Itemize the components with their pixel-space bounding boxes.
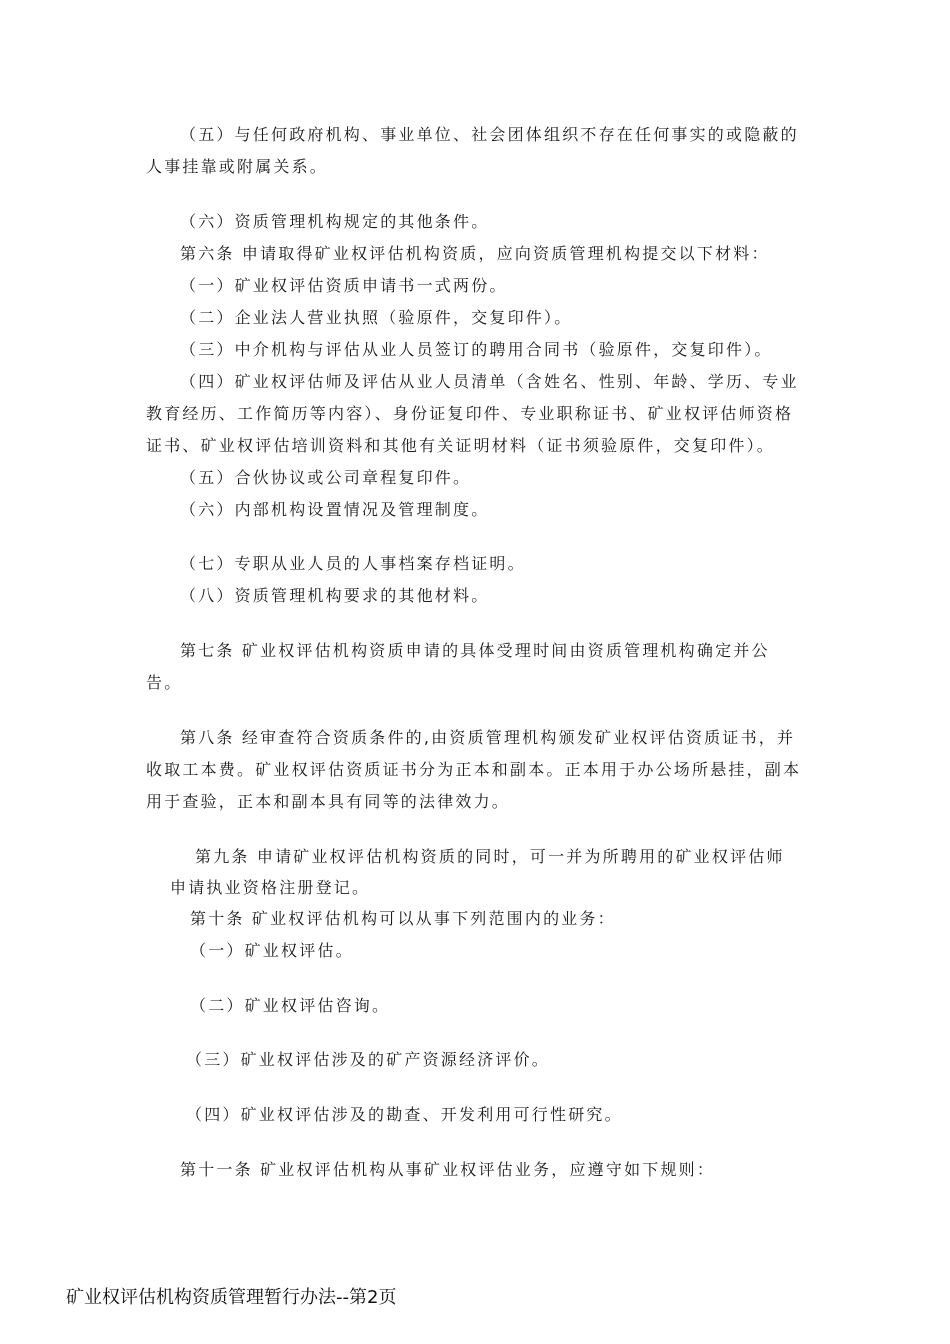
text-line: 第十一条 矿业权评估机构从事矿业权评估业务，应遵守如下规则： [180,1160,716,1179]
text-line: 第八条 经审查符合资质条件的,由资质管理机构颁发矿业权评估资质证书，并 [180,728,796,747]
text-line: 教育经历、工作简历等内容）、身份证复印件、专业职称证书、矿业权评估师资格 [146,404,794,423]
text-line: （三）中介机构与评估从业人员签订的聘用合同书（验原件，交复印件）。 [180,340,773,359]
text-line: 第六条 申请取得矿业权评估机构资质，应向资质管理机构提交以下材料： [180,244,770,263]
page-footer: 矿业权评估机构资质管理暂行办法--第2页 [66,1287,397,1308]
text-line: 第七条 矿业权评估机构资质申请的具体受理时间由资质管理机构确定并公 [180,641,770,660]
text-line: 收取工本费。矿业权评估资质证书分为正本和副本。正本用于办公场所悬挂，副本 [146,760,802,779]
text-line: （一）矿业权评估资质申请书一式两份。 [180,276,508,295]
text-line: （五）与任何政府机构、事业单位、社会团体组织不存在任何事实的或隐蔽的 [180,125,799,144]
text-line: （六）资质管理机构规定的其他条件。 [180,212,490,231]
text-line: （四）矿业权评估师及评估从业人员清单（含姓名、性别、年龄、学历、专业 [180,372,799,391]
text-line: 第十条 矿业权评估机构可以从事下列范围内的业务： [190,909,616,928]
text-line: （三）矿业权评估涉及的矿产资源经济评价。 [186,1050,551,1069]
text-line: （七）专职从业人员的人事档案存档证明。 [180,554,526,573]
text-line: （四）矿业权评估涉及的勘查、开发利用可行性研究。 [186,1105,623,1124]
text-line: （二）矿业权评估咨询。 [190,996,391,1015]
text-line: 证书、矿业权评估培训资料和其他有关证明材料（证书须验原件，交复印件）。 [146,436,776,455]
text-line: 用于查验，正本和副本具有同等的法律效力。 [146,792,511,811]
text-line: （一）矿业权评估。 [190,941,354,960]
text-line: （六）内部机构设置情况及管理制度。 [180,500,490,519]
text-line: （八）资质管理机构要求的其他材料。 [180,586,490,605]
text-line: 告。 [146,673,183,692]
text-line: 第九条 申请矿业权评估机构资质的同时，可一并为所聘用的矿业权评估师 [195,847,785,866]
text-line: 申请执业资格注册登记。 [170,878,371,897]
text-line: （五）合伙协议或公司章程复印件。 [180,468,472,487]
text-line: （二）企业法人营业执照（验原件，交复印件）。 [180,308,573,327]
text-line: 人事挂靠或附属关系。 [146,157,329,176]
